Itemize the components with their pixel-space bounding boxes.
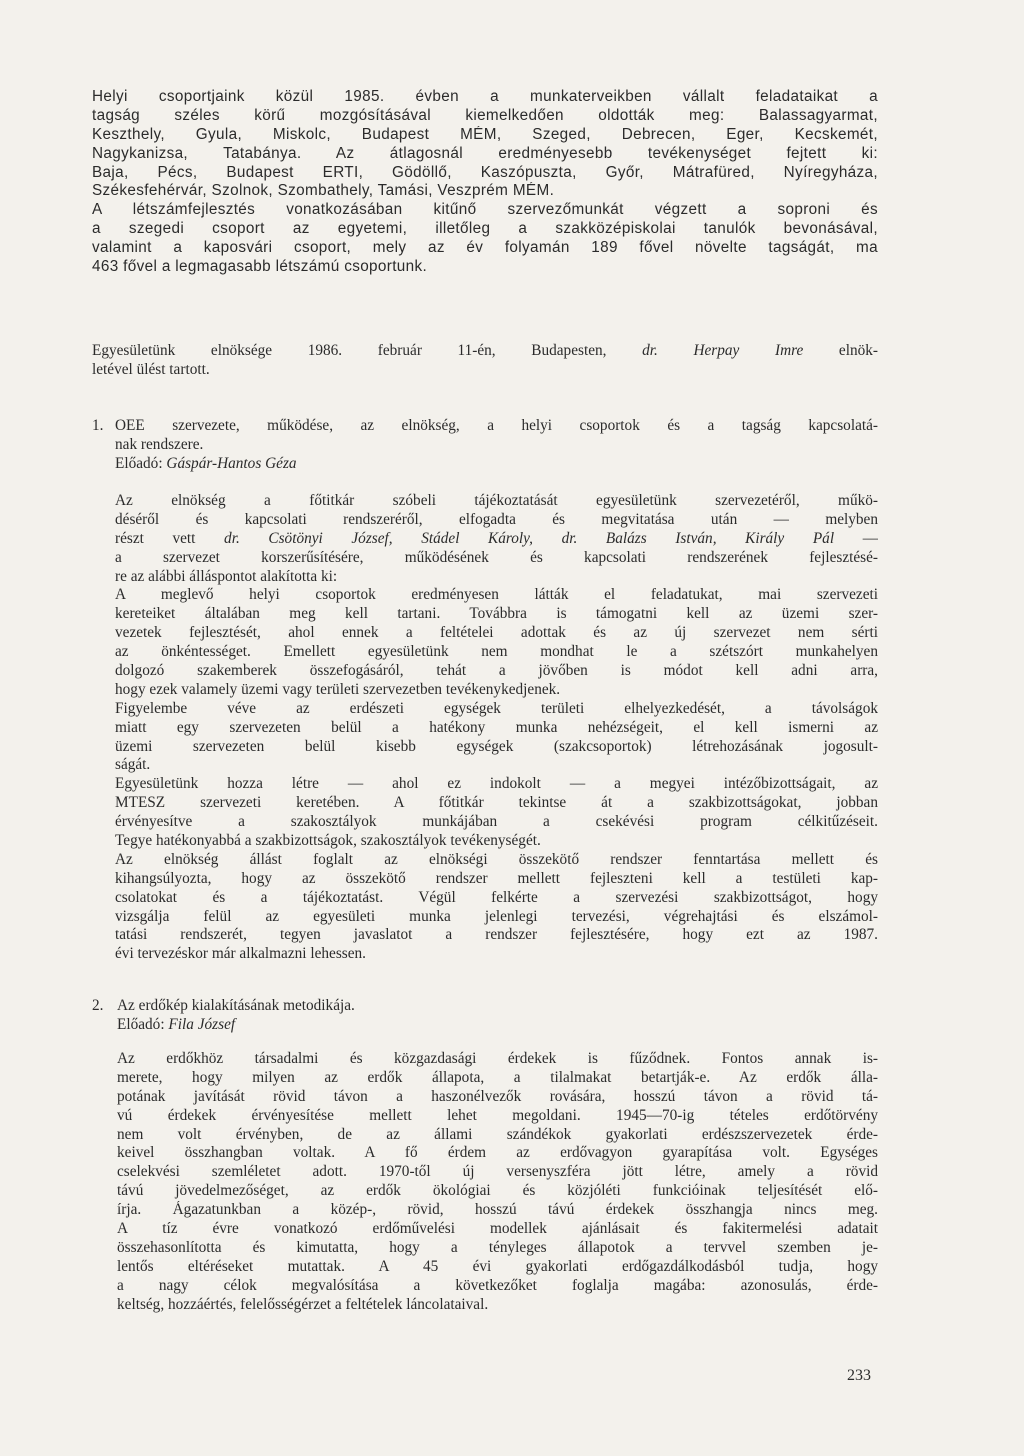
text-line: írja. Ágazatunkban a közép-, rövid, hosszú távú érdekek összhangja nincs meg.	[117, 1201, 878, 1219]
text-line: a szervezet korszerűsítésére, működésének és kapcsolati rendszerének fejlesztésé-	[115, 548, 878, 566]
meeting-chair-name: Herpay Imre	[693, 342, 804, 359]
text-line: nem volt érvényben, de az állami szándékok gyakorlati erdészszervezetek érde-	[117, 1125, 878, 1143]
speaker-name: Gáspár-Hantos Géza	[166, 454, 297, 472]
text-line: üzemi szervezeten belül kisebb egységek (szakcsoportok) létrehozásának jogosult-	[115, 737, 878, 755]
text-line: OEE szervezete, működése, az elnökség, a helyi csoportok és a tagság kapcsolatá-	[115, 417, 878, 434]
text-line: érvényesítve a szakosztályok munkájában a csekévési program célkitűzéseit.	[115, 813, 878, 831]
text-line: nak rendszere.	[115, 435, 204, 453]
text-line: tatási rendszerét, tegyen javaslatot a rendszer fejlesztésére, hogy ezt az 1987.	[115, 926, 878, 944]
text-line: valamint a kaposvári csoport, mely az év folyamán 189 fővel növelte tagságát, ma	[92, 239, 878, 257]
text-line: miatt egy szervezeten belül a hatékony munka nehézségeit, el kell ismerni az	[115, 718, 878, 736]
item2-heading	[117, 997, 878, 1035]
text-line: re az alábbi álláspontot alakította ki:	[115, 567, 338, 585]
text-line: évi tervezéskor már alkalmazni lehessen.	[115, 945, 367, 963]
text-line: Baja, Pécs, Budapest ERTI, Gödöllő, Kaszópuszta, Győr, Mátrafüred, Nyíregyháza,	[92, 163, 878, 181]
speaker-label: Előadó:	[115, 454, 167, 472]
speaker-name: Fila József	[168, 1015, 236, 1033]
text-line: letével ülést tartott.	[92, 360, 210, 378]
text-line: lentős eltéréseket mutattak. A 45 évi gyakorlati erdőgazdálkodásból tudja, hogy	[117, 1257, 878, 1275]
text-line: csolatokat és a tájékoztatást. Végül felkérte a szervezési szakbizottságot, hogy	[115, 888, 878, 906]
text-line: Nagykanizsa, Tatabánya. Az átlagosnál eredményesebb tevékenységet fejtett ki:	[92, 144, 878, 162]
text-line: vizsgálja felül az egyesületi munka jelenlegi tervezési, végrehajtási és elszámol-	[115, 907, 878, 925]
meeting-text: Egyesületünk elnöksége 1986. február 11-én, Budapesten,	[92, 342, 643, 359]
text-line: potának javítását rövid távon a haszonélvezők rovására, hosszú távon a rövid tá-	[117, 1087, 878, 1105]
text-line: összehasonlította és kimutatta, hogy a tényleges állapotok a tervvel szemben je-	[117, 1238, 878, 1256]
text-line: déséről és kapcsolati rendszeréről, elfogadta és megvitatása után — melyben	[115, 510, 878, 528]
speaker-label: Előadó:	[117, 1015, 169, 1033]
text-line: Tegye hatékonyabbá a szakbizottságok, szakosztályok tevékenységét.	[115, 832, 541, 850]
text-line	[115, 530, 878, 549]
text-line: A létszámfejlesztés vonatkozásában kitűnő szervezőmunkát végzett a soproni és	[92, 201, 878, 219]
speaker-line	[117, 1016, 878, 1035]
text-line: hogy ezek valamely üzemi vagy területi szervezetben tevékenykedjenek.	[115, 680, 561, 698]
text-line: dolgozó szakemberek összefogásáról, tehát a jövőben is módot kell adni arra,	[115, 662, 878, 680]
text-line	[92, 342, 878, 361]
text-line: Az erdőkép kialakításának metodikája.	[117, 997, 355, 1014]
meeting-paragraph	[92, 342, 878, 380]
text-line: A meglevő helyi csoportok eredményesen látták el feladatukat, mai szervezeti	[115, 586, 878, 604]
item-number: 2.	[92, 997, 104, 1014]
text-line: Székesfehérvár, Szolnok, Szombathely, Tamási, Veszprém MÉM.	[92, 182, 555, 200]
text-line: Az elnökség a főtitkár szóbeli tájékoztatását egyesületünk szervezetéről, műkö-	[115, 492, 878, 509]
page-number: 233	[847, 1367, 871, 1384]
item-number: 1.	[92, 417, 104, 434]
intro-paragraph	[92, 88, 878, 277]
text-line: vezetek fejlesztését, ahol ennek a feltételei adottak és az új szervezet nem sérti	[115, 624, 878, 642]
text-line: merete, hogy milyen az erdők állapota, a tilalmakat betartják-e. Az erdők álla-	[117, 1068, 878, 1086]
text-line: ságát.	[115, 756, 151, 774]
text-line: a nagy célok megvalósítása a következőket foglalja magába: azonosulás, érde-	[117, 1276, 878, 1294]
text-line: 463 fővel a legmagasabb létszámú csoportunk.	[92, 258, 428, 276]
meeting-text: elnök-	[803, 342, 878, 359]
text-line: Figyelembe véve az erdészeti egységek területi elhelyezkedését, a távolságok	[115, 699, 878, 717]
text-line: A tíz évre vonatkozó erdőművelési modellek ajánlásait és fakitermelési adatait	[117, 1220, 878, 1238]
text-line: MTESZ szervezeti keretében. A főtitkár tekintse át a szakbizottságokat, jobban	[115, 794, 878, 812]
text-line: Egyesületünk hozza létre — ahol ez indokolt — a megyei intézőbizottságait, az	[115, 775, 878, 793]
text-line: távú jövedelmezőséget, az erdők ökológiai és közjóléti funkcióinak teljesítését elő-	[117, 1182, 878, 1200]
item1-body	[115, 492, 878, 964]
text-line: cselekvési szemléletet adott. 1970-től új versenyszféra jött létre, amely a rövid	[117, 1163, 878, 1181]
text-line: Az erdőkhöz társadalmi és közgazdasági érdekek is fűződnek. Fontos annak is-	[117, 1050, 878, 1067]
text-line: vú érdekek érvényesítése mellett lehet megoldani. 1945—70-ig tételes erdőtörvény	[117, 1106, 878, 1124]
item2-body	[117, 1050, 878, 1314]
meeting-chair-title: dr.	[642, 342, 658, 359]
text-line: az önkéntességet. Emellett egyesületünk nem mondhat le a szétszórt munkahelyen	[115, 643, 878, 661]
line-text: részt vett	[115, 529, 225, 547]
text-line: keivel összhangban voltak. A fő érdem az erdővagyon gyarapítása volt. Egységes	[117, 1144, 878, 1162]
text-line: kihangsúlyozta, hogy az összekötő rendszer mellett fejleszteni kell a testületi kap-	[115, 869, 878, 887]
participant-names: dr. Csötönyi József, Stádel Károly, dr. Balázs István, Király Pál	[224, 529, 835, 547]
text-line: a szegedi csoport az egyetemi, illetőleg a szakközépiskolai tanulók bevonásával,	[92, 220, 878, 238]
line-text: —	[834, 529, 878, 547]
text-line: Helyi csoportjaink közül 1985. évben a munkaterveikben vállalt feladataikat a	[92, 88, 878, 105]
text-line: Keszthely, Gyula, Miskolc, Budapest MÉM, Szeged, Debrecen, Eger, Kecskemét,	[92, 125, 878, 143]
text-line: kereteiket általában meg kell tartani. Továbbra is támogatni kell az üzemi szer-	[115, 605, 878, 623]
item1-heading	[115, 417, 878, 474]
text-line: keltség, hozzáértés, felelősségérzet a feltételek láncolataival.	[117, 1295, 489, 1313]
speaker-line	[115, 455, 878, 474]
text-line: tagság széles körű mozgósításával kiemelkedően oldották meg: Balassagyarmat,	[92, 106, 878, 124]
text-line: Az elnökség állást foglalt az elnökségi összekötő rendszer fenntartása mellett és	[115, 850, 878, 868]
